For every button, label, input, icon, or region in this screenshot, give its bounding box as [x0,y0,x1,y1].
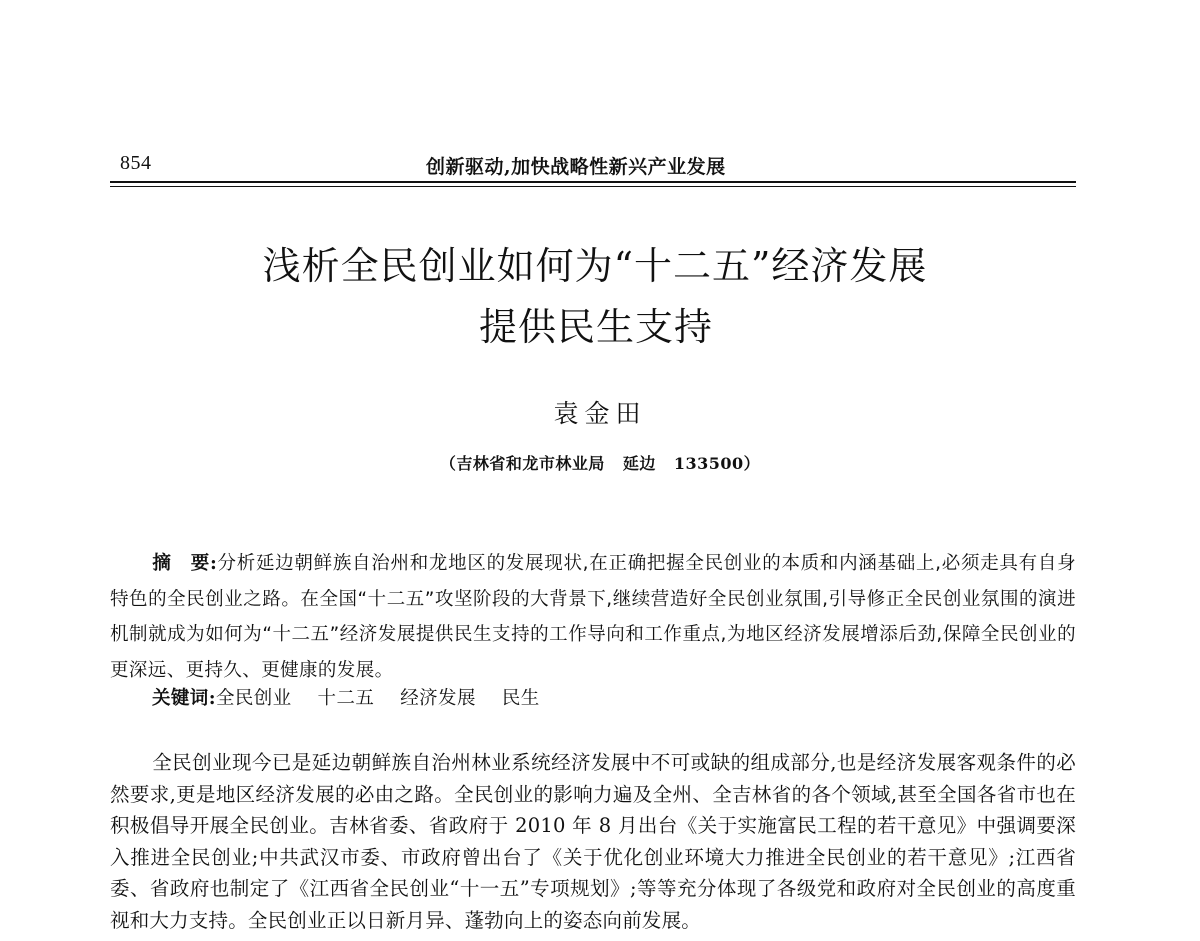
affiliation-zip: 133500） [673,454,761,473]
keyword-item: 经济发展 [400,688,476,709]
affiliation-organization: （吉林省和龙市林业局 [439,454,605,473]
page-number: 854 [120,152,152,174]
abstract-label: 摘 要: [152,553,218,574]
abstract [110,546,1076,688]
header-rule-thick [110,181,1076,183]
affiliation-city: 延边 [622,454,656,473]
header-rule-thin [110,186,1076,187]
body-paragraph-text: 全民创业现今已是延边朝鲜族自治州林业系统经济发展中不可或缺的组成部分,也是经济发展客观条件的必然要求,更是地区经济发展的必由之路。全民创业的影响力遍及全州、全吉林省的各个领域,甚至全国各省市也在积极倡导开展全民创业。吉林省委、省政府于 2010 年 8 月出台《关于实施富民工程的若干意见》中强调要深入推进全民创业;中共武汉市委、市政府曾出台了《关于优化创业环境大力推进全民创业的若干意见》;江西省委、省政府也制定了《江西省全民创业“十一五”专项规划》;等等充分体现了各级党和政府对全民创业的高度重视和大力支持。全民创业正以日新月异、蓬勃向上的姿态向前发展。 [110,751,1076,932]
journal-title: 创新驱动,加快战略性新兴产业发展 [426,156,726,178]
running-header [110,148,1076,182]
keywords [110,684,1076,714]
author-affiliation [0,451,1200,474]
keyword-item: 十二五 [317,688,375,709]
keyword-item: 全民创业 [215,688,292,709]
article-title-line-1: 浅析全民创业如何为“十二五”经济发展 [262,244,928,288]
body-paragraph [110,747,1076,936]
keywords-label: 关键词: [152,688,216,709]
author-name: 袁金田 [553,399,647,428]
abstract-text: 分析延边朝鲜族自治州和龙地区的发展现状,在正确把握全民创业的本质和内涵基础上,必须走具有自身特色的全民创业之路。在全国“十二五”攻坚阶段的大背景下,继续营造好全民创业氛围,引导修正全民创业氛围的演进机制就成为如何为“十二五”经济发展提供民生支持的工作导向和工作重点,为地区经济发展增添后劲,保障全民创业的更深远、更持久、更健康的发展。 [110,553,1076,681]
article-title-line-2: 提供民生支持 [478,305,713,349]
keyword-item: 民生 [501,688,540,709]
